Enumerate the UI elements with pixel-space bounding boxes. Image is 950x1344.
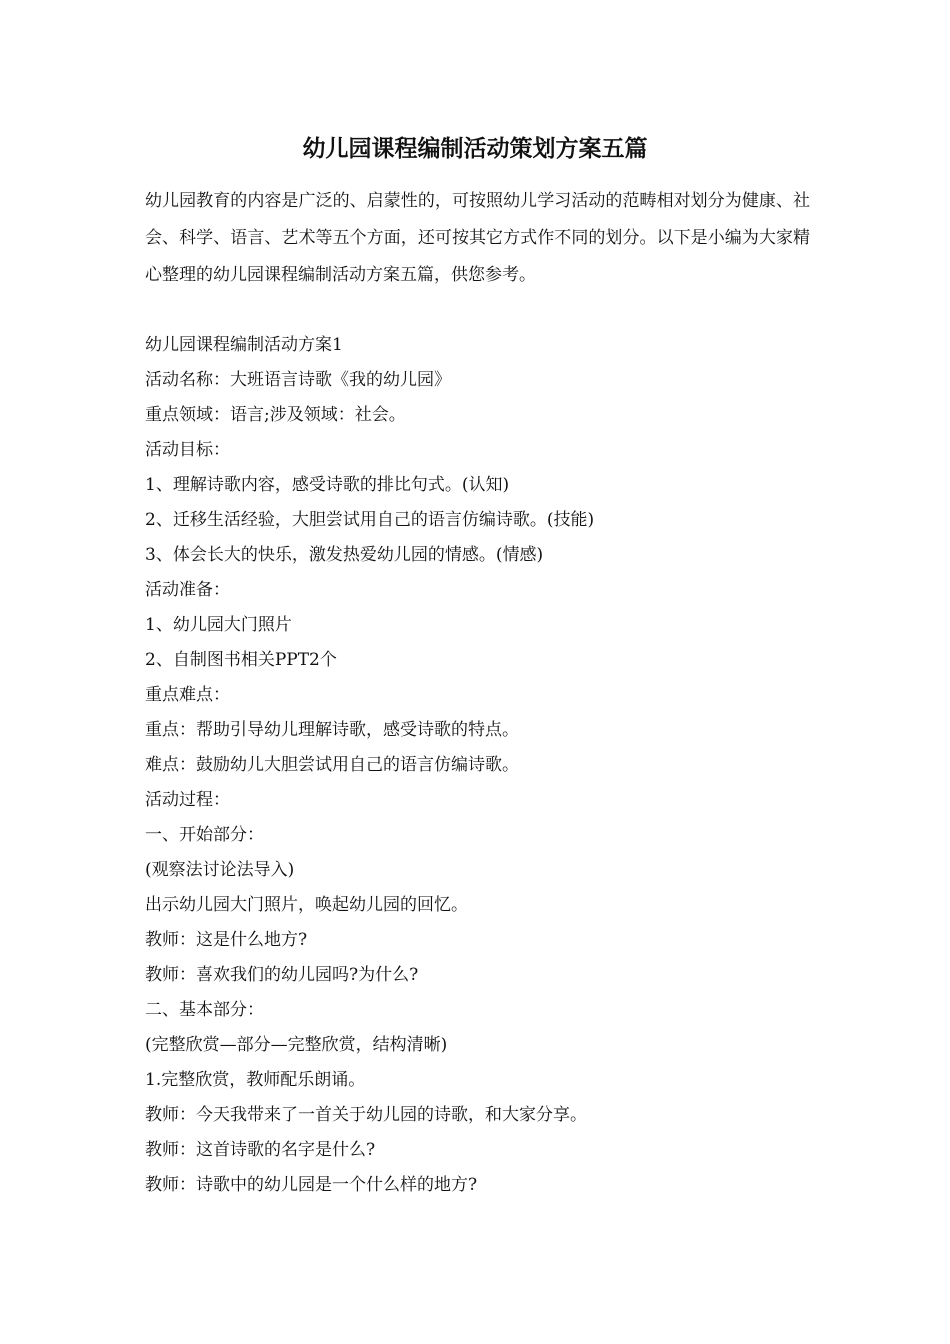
text-line: 活动目标： (145, 440, 230, 460)
body-lines (145, 330, 810, 1205)
text-line: 活动过程： (145, 790, 230, 810)
text-line: 教师：诗歌中的幼儿园是一个什么样的地方? (145, 1175, 478, 1195)
text-line: 教师：今天我带来了一首关于幼儿园的诗歌，和大家分享。 (145, 1105, 587, 1125)
text-line: 1、幼儿园大门照片 (145, 615, 292, 635)
text-line: 活动准备： (145, 580, 230, 600)
text-line: 重点：帮助引导幼儿理解诗歌，感受诗歌的特点。 (145, 720, 519, 740)
text-line: 1.完整欣赏，教师配乐朗诵。 (145, 1070, 366, 1090)
text-line: 教师：这是什么地方? (145, 930, 308, 950)
text-line: 3、体会长大的快乐，激发热爱幼儿园的情感。(情感) (145, 545, 544, 565)
text-line: 二、基本部分： (145, 1000, 264, 1020)
document-title: 幼儿园课程编制活动策划方案五篇 (302, 135, 648, 162)
text-line: (观察法讨论法导入) (145, 860, 295, 880)
text-line: 重点领域：语言;涉及领域：社会。 (145, 405, 406, 425)
text-line: (完整欣赏—部分—完整欣赏，结构清晰) (145, 1035, 448, 1055)
intro-paragraph: 幼儿园教育的内容是广泛的、启蒙性的，可按照幼儿学习活动的范畴相对划分为健康、社会、科学、语言、艺术等五个方面，还可按其它方式作不同的划分。以下是小编为大家精心整理的幼儿园课程编制活动方案五篇，供您参考。 (145, 191, 810, 285)
text-line: 出示幼儿园大门照片，唤起幼儿园的回忆。 (145, 895, 468, 915)
text-line: 2、迁移生活经验，大胆尝试用自己的语言仿编诗歌。(技能) (145, 510, 595, 530)
text-line: 1、理解诗歌内容，感受诗歌的排比句式。(认知) (145, 475, 510, 495)
text-line: 幼儿园课程编制活动方案1 (145, 335, 343, 355)
text-line: 重点难点： (145, 685, 230, 705)
text-line: 教师：喜欢我们的幼儿园吗?为什么? (145, 965, 419, 985)
text-line: 活动名称：大班语言诗歌《我的幼儿园》 (145, 370, 451, 390)
text-line: 教师：这首诗歌的名字是什么? (145, 1140, 376, 1160)
text-line: 2、自制图书相关PPT2个 (145, 650, 337, 670)
text-line: 难点：鼓励幼儿大胆尝试用自己的语言仿编诗歌。 (145, 755, 519, 775)
text-line: 一、开始部分： (145, 825, 264, 845)
